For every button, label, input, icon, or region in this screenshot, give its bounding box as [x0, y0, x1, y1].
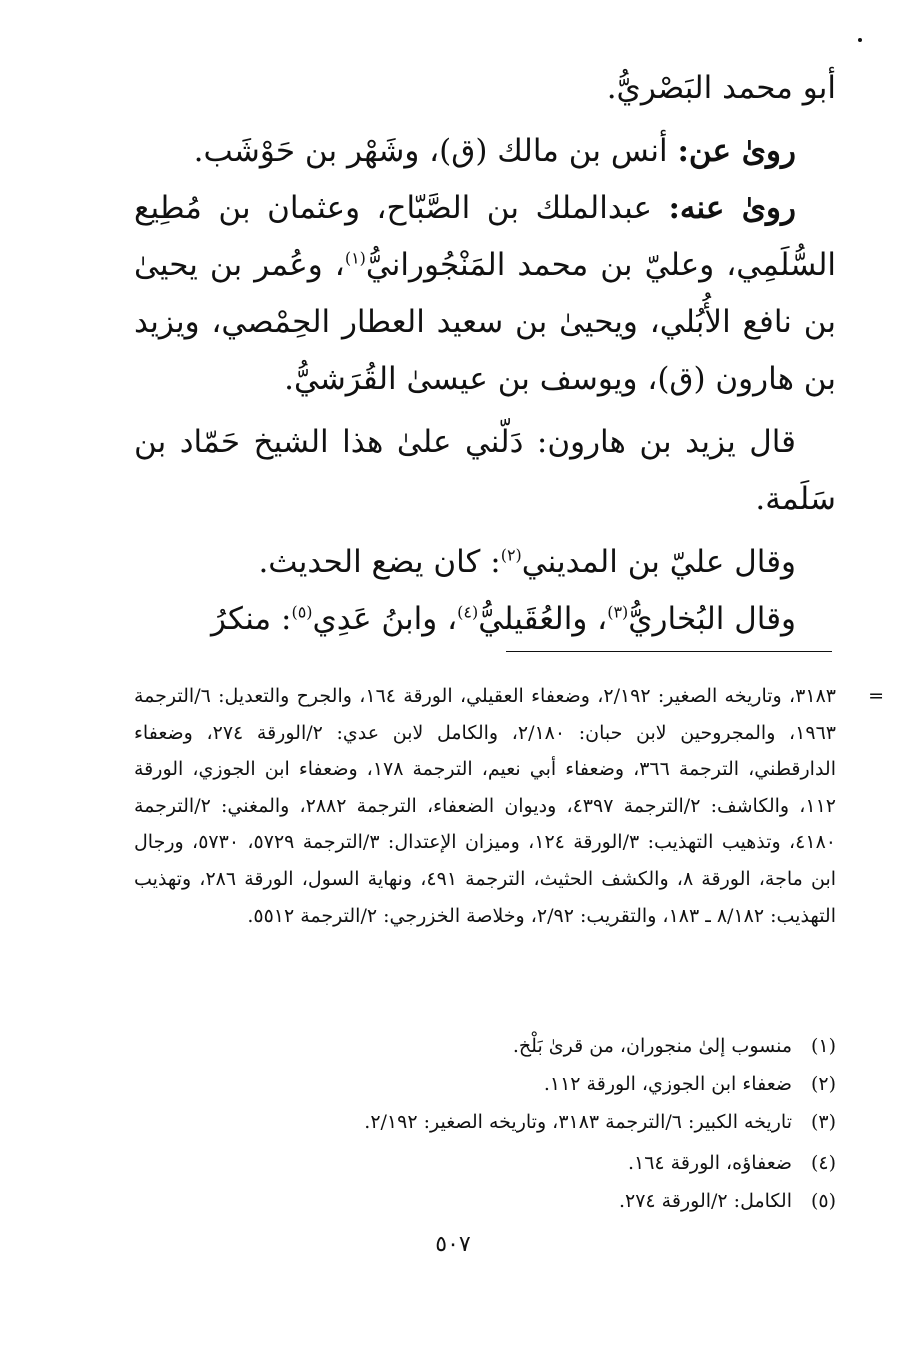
footnote-2-text: ضعفاء ابن الجوزي، الورقة ١١٢.: [543, 1073, 792, 1095]
footnote-1-text: منسوب إلىٰ منجوران، من قرىٰ بَلْخ.: [512, 1035, 792, 1057]
qala-bukhari-text-2: ، والعُقَيليُّ: [478, 601, 608, 637]
qala-bukhari-text-4: : منكرُ: [210, 601, 292, 637]
page-speck: [858, 38, 862, 42]
rawa-anhu-label: روىٰ عنه:: [668, 190, 796, 226]
qala-ali-text-1: وقال عليّ بن المديني: [521, 544, 796, 580]
footnote-3-text: تاريخه الكبير: ٦/الترجمة ٣١٨٣، وتاريخه الصغير: ٢/١٩٢.: [364, 1111, 792, 1133]
rawa-anhu-text-1: عبدالملك بن الصَّبّاح، وعثمان بن مُطِيع السُّلَمِي، وعليّ بن محمد المَنْجُورانيُّ: [134, 190, 836, 283]
footnote-ref-4: (٤): [457, 602, 479, 622]
footnote-1-number: (١): [810, 1035, 836, 1057]
footnote-1: [134, 1028, 836, 1064]
rawa-an-paragraph: [134, 123, 836, 180]
footnote-ref-5: (٥): [291, 602, 313, 622]
kunya-text: أبو محمد البَصْريُّ.: [606, 70, 836, 106]
qala-yazid-text: قال يزيد بن هارون: دَلّني علىٰ هذا الشيخ حَمّاد بن سَلَمة.: [134, 424, 836, 517]
continued-sources: [134, 678, 884, 934]
footnote-ref-3: (٣): [607, 602, 629, 622]
footnote-2-number: (٢): [810, 1073, 836, 1095]
footnote-5-number: (٥): [810, 1190, 836, 1212]
footnote-ref-1: (١): [344, 248, 366, 268]
rawa-an-text: أنس بن مالك (ق)، وشَهْر بن حَوْشَب.: [193, 133, 678, 169]
footnote-3: [134, 1104, 836, 1140]
sources-text: ٣١٨٣، وتاريخه الصغير: ٢/١٩٢، وضعفاء العقيلي، الورقة ١٦٤، والجرح والتعديل: ٦/الترجمة ١٩٦٣، والمجروحين لابن حبان: ٢/١٨٠، والكامل لابن عدي: ٢/الورقة ٢٧٤، وضعفاء الدارقطني، الترجمة ٣٦٦، وضعفاء أبي نعيم، الترجمة ١٧٨، وضعفاء ابن الجوزي، الورقة ١١٢، والكاشف: ٢/الترجمة ٤٣٩٧، وديوان الضعفاء، الترجمة ٢٨٨٢، والمغني: ٢/الترجمة ٤١٨٠، وتذهيب التهذيب: ٣/الورقة ١٢٤، وميزان الإعتدال: ٣/الترجمة ٥٧٢٩، ٥٧٣٠، ورجال ابن ماجة، الورقة ٨، والكشف الحثيث، الترجمة ٤٩١، ونهاية السول، الورقة ٢٨٦، وتهذيب التهذيب: ٨/١٨٢ ـ ١٨٣، والتقريب: ٢/٩٢، وخلاصة الخزرجي: ٢/الترجمة ٥٥١٢.: [134, 685, 837, 927]
qala-ali-paragraph: [134, 534, 836, 591]
qala-bukhari-paragraph: [134, 591, 836, 648]
continuation-marker: =: [868, 685, 884, 707]
qala-yazid-paragraph: [134, 414, 836, 528]
footnote-ref-2: (٢): [500, 545, 522, 565]
footnote-4: [134, 1145, 836, 1181]
rawa-an-label: روىٰ عن:: [677, 133, 796, 169]
footnote-separator: [506, 651, 832, 652]
kunya-line: [134, 60, 836, 117]
main-text: [134, 60, 836, 648]
footnote-3-number: (٣): [810, 1111, 836, 1133]
page-number: ٥٠٧: [435, 1232, 471, 1257]
rawa-anhu-text-2: ، وعُمر بن يحيىٰ بن نافع الأُبُلي، ويحيىٰ بن سعيد العطار الحِمْصي، ويزيد بن هارون (ق)، ويوسف بن عيسىٰ القُرَشيُّ.: [134, 247, 836, 397]
footnote-4-number: (٤): [810, 1152, 836, 1174]
qala-ali-text-2: : كان يضع الحديث.: [258, 544, 501, 580]
footnote-4-text: ضعفاؤه، الورقة ١٦٤.: [627, 1152, 792, 1174]
footnote-2: [134, 1066, 836, 1102]
footnote-5-text: الكامل: ٢/الورقة ٢٧٤.: [618, 1190, 792, 1212]
qala-bukhari-text-3: ، وابنُ عَدِي: [312, 601, 458, 637]
rawa-anhu-paragraph: [134, 180, 836, 408]
qala-bukhari-text-1: وقال البُخاريُّ: [628, 601, 796, 637]
footnote-5: [134, 1183, 836, 1219]
